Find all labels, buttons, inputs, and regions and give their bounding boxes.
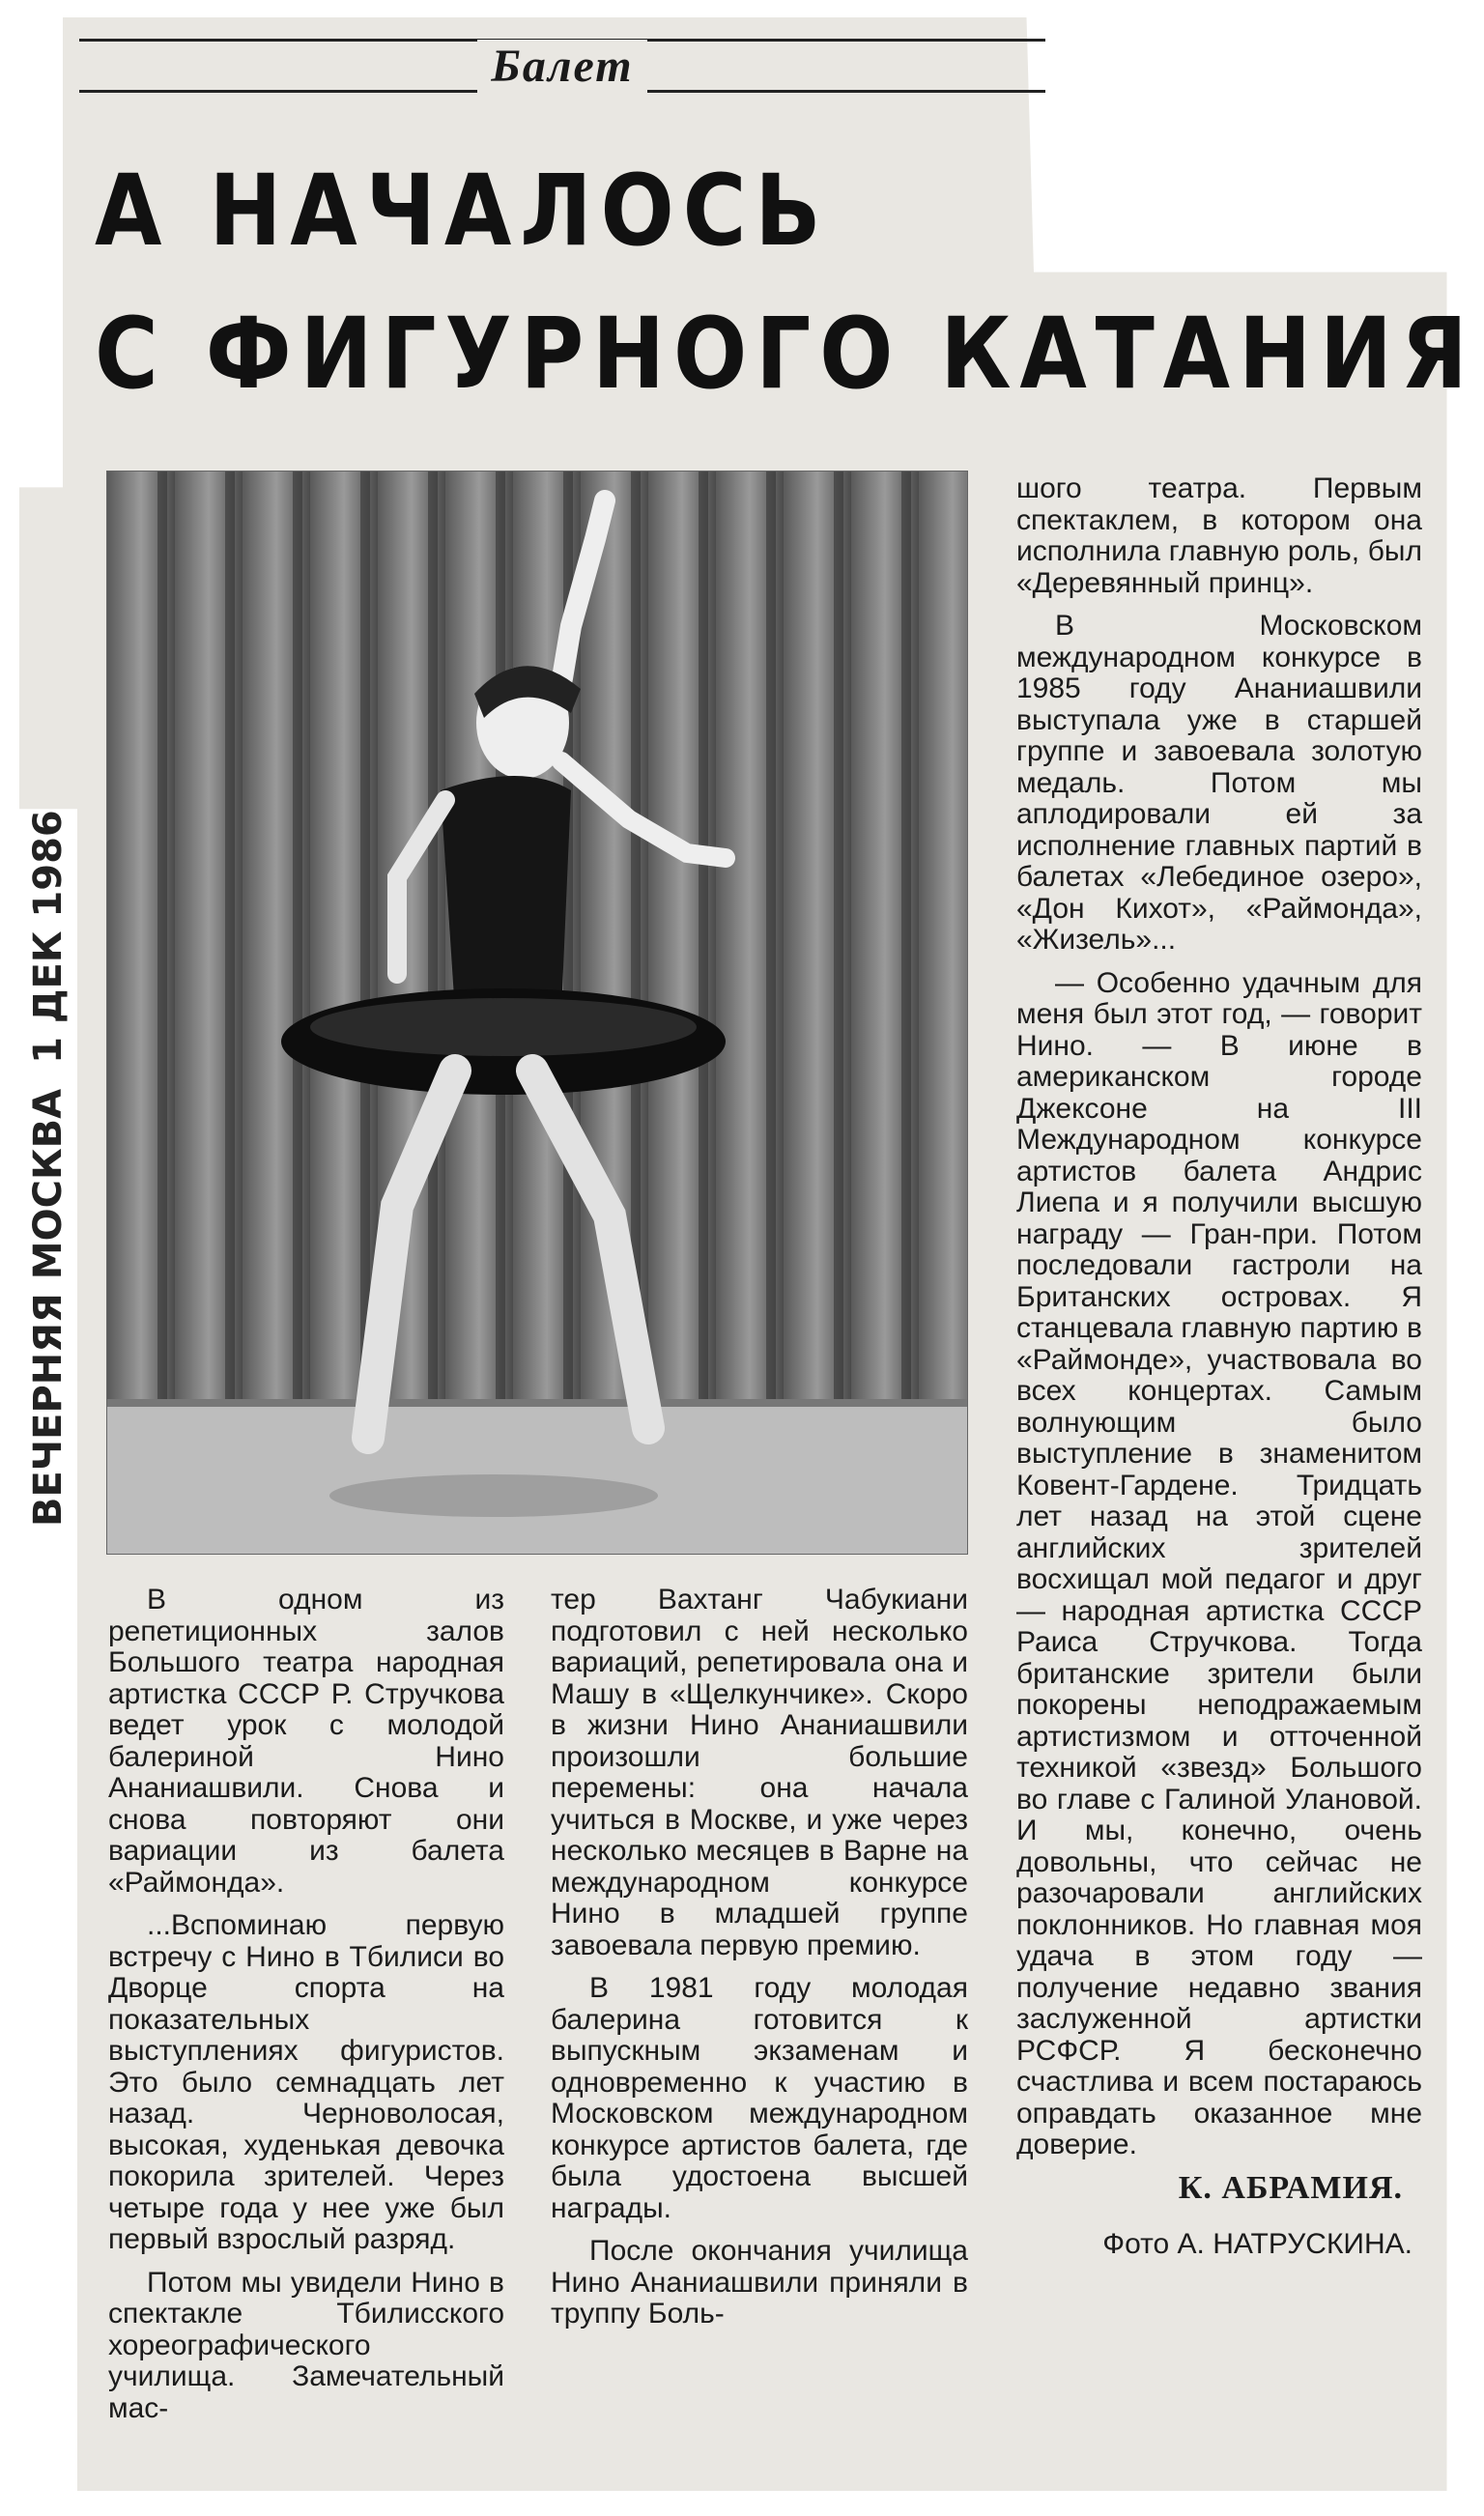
paragraph: В одном из репетиционных залов Большого театра народная артистка СССР Р. Стручкова ведет урок с молодой балериной Нино Ананиашвили. Снова и снова повторяют они вариации из балета «Раймонда». [108,1584,504,1899]
paragraph: В 1981 году молодая балерина готовится к выпускным экзаменам и одновременно к участию в Московском международном конкурсе артистов балета, где была удостоена высшей награды. [551,1972,968,2224]
ballerina-photo-image [107,472,967,1554]
article-column-2 [551,1585,968,2342]
paragraph: ...Вспоминаю первую встречу с Нино в Тбилиси во Дворце спорта на показательных выступлениях фигуристов. Это было семнадцать лет назад. Черноволосая, высокая, худенькая девочка покорила зрителей. Через четыре года у нее уже был первый взрослый разряд. [108,1909,504,2255]
photo-credit: Фото А. НАТРУСКИНА. [1102,2228,1413,2260]
paragraph: В Московском международном конкурсе в 1985 году Ананиашвили выступала уже в старшей группе и завоевала золотую медаль. Потом мы аплодировали ей за исполнение главных партий в балетах «Лебединое озеро», «Дон Кихот», «Раймонда», «Жизель»... [1016,610,1422,956]
paragraph: — Особенно удачным для меня был этот год, — говорит Нино. — В июне в американском городе Джексоне на III Международном конкурсе артистов балета Андрис Лиепа и я получили высшую награду — Гран-при. Потом последовали гастроли на Британских островах. Я станцевала главную партию в «Раймонде», участвовала во всех концертах. Самым волнующим было выступление в знаменитом Ковент-Гардене. Тридцать лет назад на этой сцене английских зрителей восхищал мой педагог и друг — народная артистка СССР Раиса Стручкова. Тогда британские зрители были покорены неподражаемым артистизмом и отточенной техникой «звезд» Большого во главе с Галиной Улановой. И мы, конечно, очень довольны, что сейчас не разочаровали английских поклонников. Но главная моя удача в этом году — получение недавно звания заслуженной артистки РСФСР. Я бесконечно счастлива и всем постараюсь оправдать оказанное мне доверие. [1016,966,1422,2160]
ballerina-photo [106,471,968,1555]
article-column-3 [1016,473,1422,2261]
stamp-newspaper-name: ВЕЧЕРНЯЯ МОСКВА [26,1088,71,1527]
headline [95,140,1476,426]
paragraph: Потом мы увидели Нино в спектакле Тбилисского хореографического училища. Замечательный мас- [108,2266,504,2424]
headline-line-2: С ФИГУРНОГО КАТАНИЯ [95,297,1476,412]
rubric-label: Балет [477,40,646,93]
author-signature: К. АБРАМИЯ. [1178,2169,1403,2206]
headline-line-1: А НАЧАЛОСЬ [95,154,830,269]
paragraph: тер Вахтанг Чабукиани подготовил с ней несколько вариаций, репетировала она и Машу в «Щелкунчике». Скоро в жизни Нино Ананиашвили произошли большие перемены: она начала учиться в Москве, и уже через несколько месяцев в Варне на международном конкурсе Нино в младшей группе завоевала первую премию. [551,1584,968,1961]
article-column-1 [108,1585,504,2436]
newspaper-stamp [26,810,71,1527]
paragraph: шого театра. Первым спектаклем, в котором она исполнила главную роль, был «Деревянный принц». [1016,472,1422,599]
stamp-date: 1 ДЕК 1986 [26,810,71,1064]
paragraph: После окончания училища Нино Ананиашвили приняли в труппу Боль- [551,2235,968,2330]
rubric [79,39,1045,93]
